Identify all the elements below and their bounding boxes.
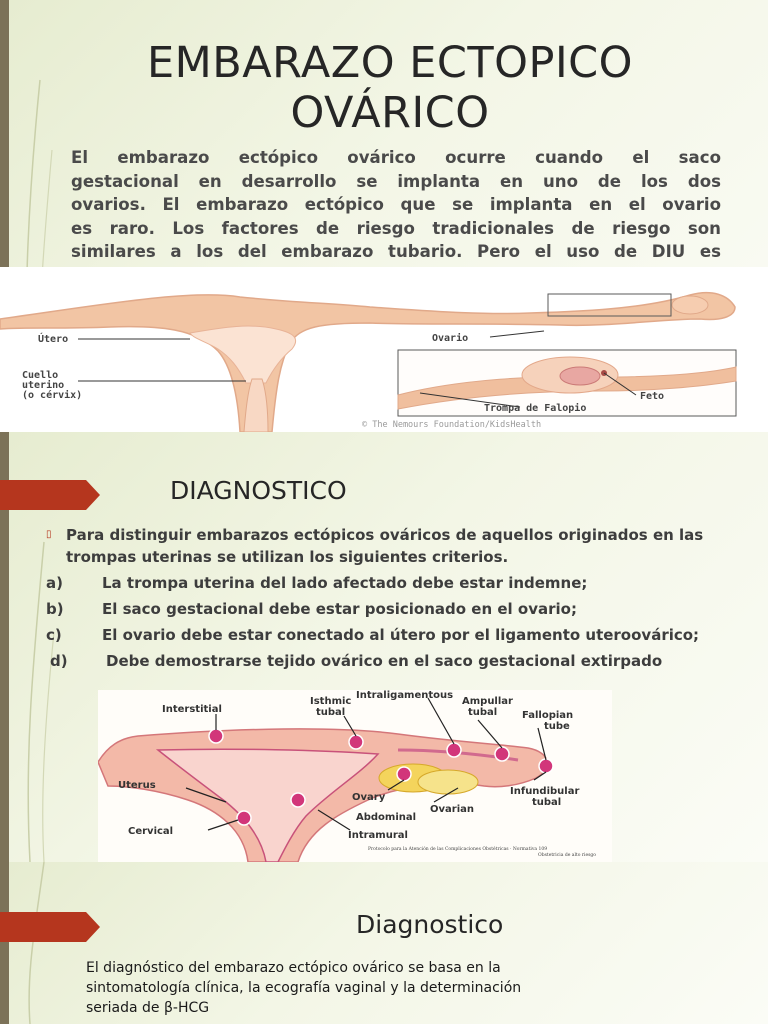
criteria-item — [46, 650, 726, 672]
label-cuello-1: Cuello — [22, 370, 59, 381]
label-abdominal: Abdominal — [356, 812, 417, 823]
label-cuello-2: uterino — [22, 380, 65, 391]
criteria-block — [46, 524, 726, 676]
criteria-label: b) — [46, 600, 64, 618]
criteria-item — [46, 624, 726, 646]
intro-line: es raro. Los factores de riesgo tradicionales de riesgo son — [71, 218, 721, 238]
label-feto: Feto — [640, 391, 665, 402]
ectopic-sites-diagram — [98, 690, 612, 862]
bullet-icon: ▯ — [46, 529, 52, 540]
criteria-lead: Para distinguir embarazos ectópicos ováricos de aquellos originados en las trompas uterinas se utilizan los siguientes criterios. — [66, 526, 704, 566]
label-ampullar-2: tubal — [468, 707, 498, 718]
accent-arrow — [0, 912, 100, 942]
intro-line: gestacional en desarrollo se implanta en uno de los dos — [71, 171, 721, 191]
intro-line: ovarios. El embarazo ectópico que se implanta en el ovario — [71, 195, 721, 214]
slide-title — [100, 38, 680, 138]
criteria-item — [46, 572, 726, 594]
figure-caption-2: Obstetricia de alto riesgo — [538, 853, 597, 858]
figure-caption-1: Protocolo para la Atención de las Complicaciones Obstétricas · Normativa 109 — [368, 847, 548, 852]
title-line-1: EMBARAZO ECTOPICO — [147, 38, 633, 88]
accent-arrow — [0, 480, 100, 510]
label-cervical: Cervical — [128, 826, 174, 837]
criteria-text: La trompa uterina del lado afectado debe estar indemne; — [102, 574, 588, 592]
criteria-text: El saco gestacional debe estar posicionado en el ovario; — [102, 600, 577, 618]
intro-line: similares a los del embarazo tubario. Pero el uso de DIU es — [71, 242, 721, 261]
label-isthmic: Isthmic — [310, 696, 352, 707]
intro-line: El embarazo ectópico ovárico ocurre cuando el saco — [71, 148, 721, 167]
section-heading: Diagnostico — [356, 910, 504, 939]
label-ovarian: Ovarian — [430, 804, 474, 815]
summary-paragraph: El diagnóstico del embarazo ectópico ovárico se basa en la sintomatología clínica, la ecografía vaginal y la determinación seriada de β-HCG — [86, 960, 522, 1016]
criteria-label: a) — [46, 574, 63, 592]
label-ovario: Ovario — [432, 333, 469, 344]
slide-diagnostico-summary — [0, 862, 768, 1024]
label-ovary: Ovary — [352, 792, 386, 803]
ectopic-sites-svg — [98, 690, 612, 862]
slide-ectopic-ovarian — [0, 0, 768, 432]
label-infundibular-2: tubal — [532, 797, 562, 808]
label-uterus: Uterus — [118, 780, 156, 791]
label-isthmic-2: tubal — [316, 707, 346, 718]
label-infundibular: Infundibular — [510, 786, 580, 797]
criteria-item — [46, 598, 726, 620]
vine-decoration — [0, 862, 60, 1024]
image-credit: © The Nemours Foundation/KidsHealth — [362, 420, 542, 430]
label-intramural: Intramural — [348, 830, 408, 841]
label-fallopian: Fallopian — [522, 710, 574, 721]
label-interstitial: Interstitial — [162, 704, 222, 715]
label-fallopian-2: tube — [544, 721, 570, 732]
uterus-diagram — [0, 267, 768, 432]
uterus-diagram-svg — [0, 267, 768, 432]
label-ampullar: Ampullar — [462, 696, 513, 707]
label-cuello-3: (o cérvix) — [22, 390, 83, 401]
criteria-text: Debe demostrarse tejido ovárico en el saco gestacional extirpado — [106, 652, 663, 670]
label-intraligamentous: Intraligamentous — [356, 690, 454, 701]
intro-paragraph — [71, 146, 721, 287]
criteria-label: d) — [50, 652, 68, 670]
label-utero: Útero — [38, 334, 69, 345]
label-trompa: Trompa de Falopio — [484, 403, 587, 414]
title-line-2: OVÁRICO — [290, 88, 490, 138]
criteria-label: c) — [46, 626, 62, 644]
slide-diagnostico-criteria — [0, 432, 768, 862]
criteria-text: El ovario debe estar conectado al útero por el ligamento uteroovárico; — [102, 626, 700, 644]
section-heading: DIAGNOSTICO — [170, 476, 347, 505]
